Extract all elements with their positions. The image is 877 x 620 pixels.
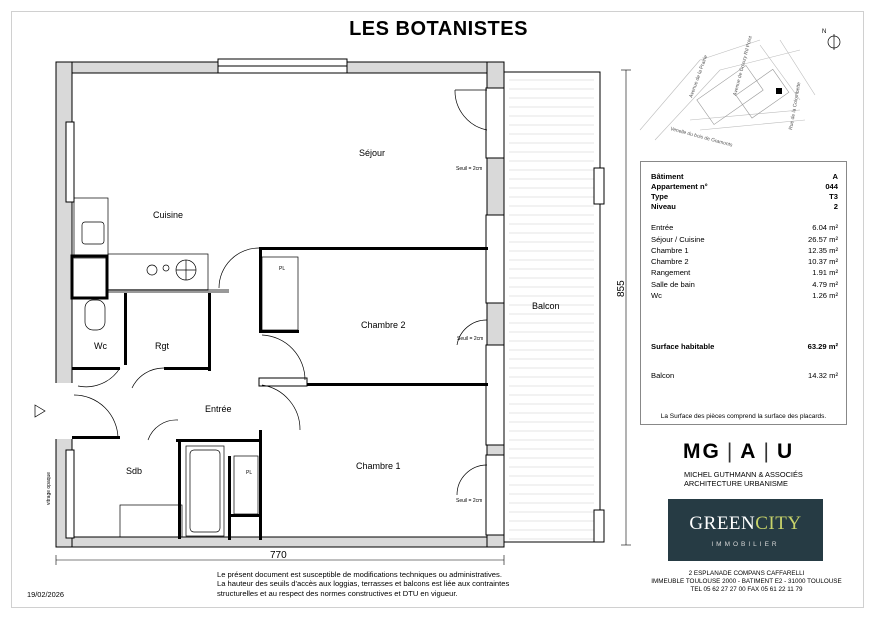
room-label-balcon: Balcon (532, 301, 560, 311)
entry-arrow-icon (35, 405, 45, 417)
info-row-room: Salle de bain 4.79 m² (651, 280, 838, 289)
street-label: Avenue de Crouzy Rd Point (732, 35, 754, 97)
room-label-rgt: Rgt (155, 341, 170, 351)
closet-label: PL (246, 470, 253, 476)
dimension-depth: 855 (616, 280, 627, 297)
threshold-label: Seuil = 2cm (456, 498, 483, 504)
room-label-sejour: Séjour (359, 148, 386, 158)
closet-label: PL (279, 266, 286, 272)
outer-walls (54, 59, 504, 547)
info-row-surface: Surface habitable 63.29 m² (651, 342, 838, 351)
room-label-entree: Entrée (205, 404, 232, 414)
developer-address: 2 ESPLANADE COMPANS CAFFARELLI IMMEUBLE TOULOUSE 2000 - BATIMENT E2 - 31000 TOULOUSE TEL 05 62 27 27 00 FAX 05 61 22 11 79 (651, 570, 842, 594)
info-row-room: Séjour / Cuisine 26.57 m² (651, 235, 838, 244)
developer-logo: GREENCITY IMMOBILIER (668, 499, 823, 561)
info-row-room: Chambre 2 10.37 m² (651, 257, 838, 266)
threshold-label: Seuil = 2cm (457, 336, 484, 342)
architect-logo: MG | A | U (683, 440, 795, 463)
dimension-lines (56, 70, 631, 565)
info-row-room: Entrée 6.04 m² (651, 223, 838, 232)
info-row-room: Rangement 1.91 m² (651, 268, 838, 277)
info-row-balcon: Balcon 14.32 m² (651, 371, 838, 380)
street-label: Venelle du bois de Gramonts (669, 126, 734, 149)
info-row-type: Type T3 (651, 192, 838, 201)
info-note: La Surface des pièces comprend la surface des placards. (660, 413, 827, 420)
street-label: Avenue de la Prairie (688, 54, 710, 99)
room-label-wc: Wc (94, 341, 107, 351)
street-label: Rue de la Colombette (788, 81, 803, 131)
room-label-sdb: Sdb (126, 466, 143, 476)
info-row-room: Chambre 1 12.35 m² (651, 246, 838, 255)
frosted-glass-label: vitrage opaque (46, 471, 52, 505)
info-row-niveau: Niveau 2 (651, 202, 838, 211)
info-row-batiment: Bâtiment A (651, 172, 838, 181)
bath-fixtures (85, 257, 298, 537)
document-date: 19/02/2026 (27, 590, 64, 599)
room-label-chambre2: Chambre 2 (361, 320, 406, 330)
north-label: N (822, 29, 827, 35)
threshold-label: Seuil = 2cm (456, 166, 483, 172)
room-label-chambre1: Chambre 1 (356, 461, 401, 471)
info-panel (640, 161, 847, 425)
interior-walls (72, 247, 488, 540)
room-label-cuisine: Cuisine (153, 210, 184, 220)
dimension-width: 770 (270, 550, 287, 561)
page-title: LES BOTANISTES (349, 18, 528, 40)
info-row-room: Wc 1.26 m² (651, 291, 838, 300)
info-row-appartement: Appartement n° 044 (651, 182, 838, 191)
disclaimer: Le présent document est susceptible de modifications techniques ou administratives. La hauteur des seuils d'accès aux loggias, terrasses et balcons est liée aux contraintes structurelles et au respect des normes constructives et DTU en vigueur. (217, 570, 510, 598)
architect-name: MICHEL GUTHMANN & ASSOCIÉS ARCHITECTURE URBANISME (684, 470, 803, 488)
